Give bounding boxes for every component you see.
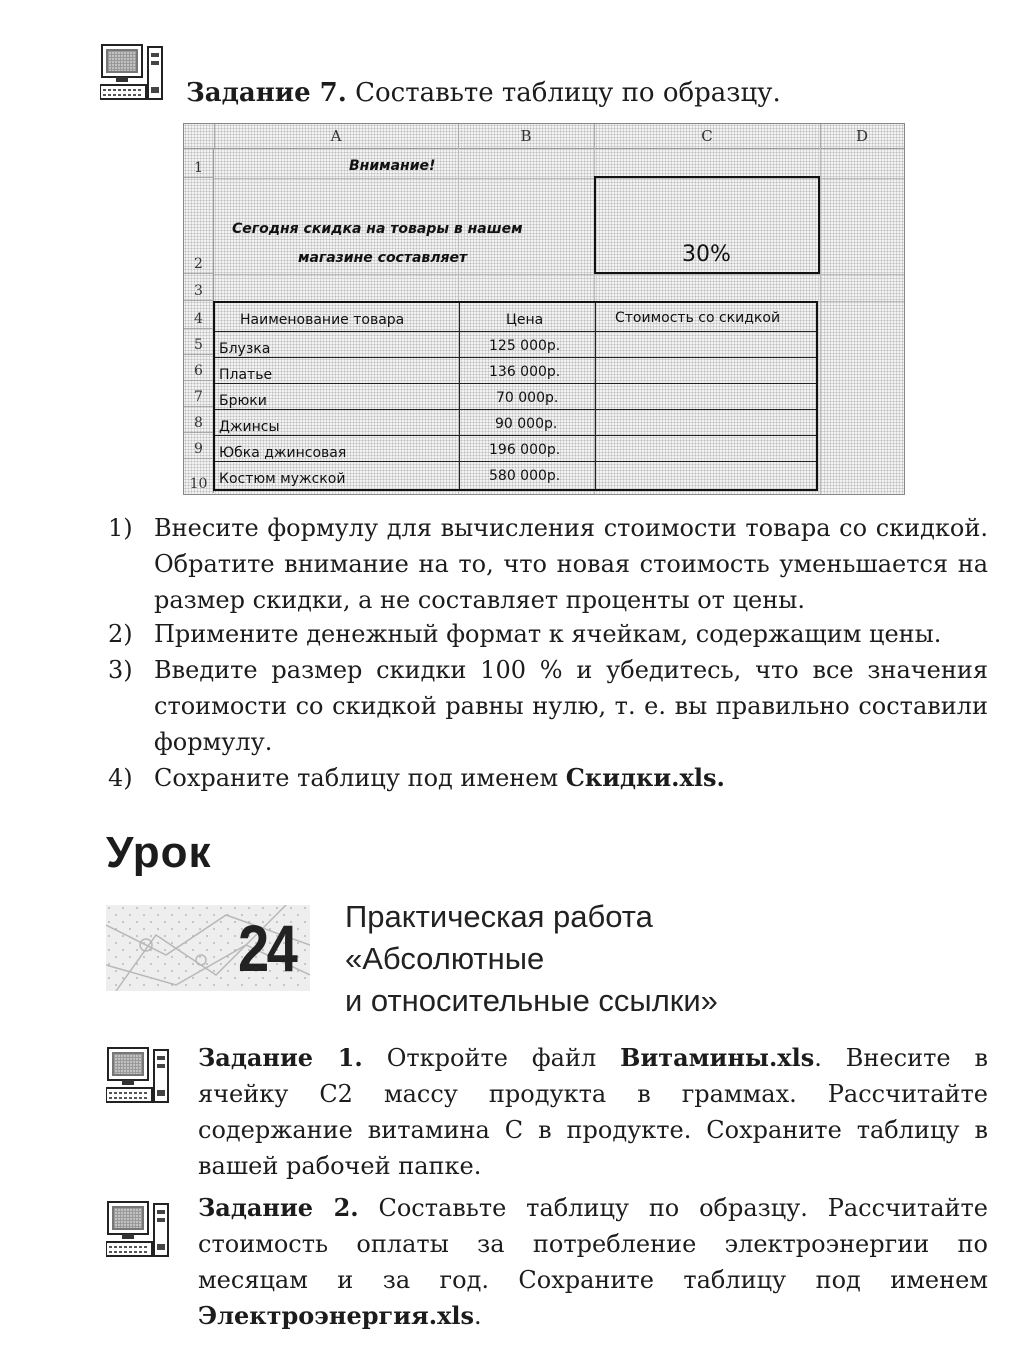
task2-file: Электроэнергия.xls <box>198 1301 475 1330</box>
row-header: 5 <box>184 329 214 355</box>
item-name: Джинсы <box>219 419 280 435</box>
lesson-title-line: и относительные ссылки» <box>345 983 718 1018</box>
task2-text-end: . <box>474 1302 482 1330</box>
row-header: 6 <box>184 355 214 381</box>
header-name: Наименование товара <box>240 312 405 328</box>
item-name: Блузка <box>219 341 271 357</box>
row-header: 10 <box>184 459 214 493</box>
step-text: Примените денежный формат к ячейкам, содержащим цены. <box>154 620 942 648</box>
lesson-title-line: «Абсолютные <box>345 941 545 976</box>
col-header-d: D <box>820 124 904 149</box>
row-header: 3 <box>184 274 214 301</box>
step-2 <box>108 616 988 652</box>
discount-cell <box>594 176 820 274</box>
step-number: 1) <box>108 514 133 542</box>
discount-value: 30% <box>682 242 731 267</box>
task2-text: Составьте таблицу по образцу. Рассчитайте стоимость оплаты за потребление электроэнергии по месяцам и за год. Сохраните таблицу под именем <box>198 1194 988 1294</box>
header-discount-price: Стоимость со скидкой <box>615 310 781 326</box>
step-text: Сохраните таблицу под именем <box>154 764 566 792</box>
computer-task-icon <box>106 1046 170 1108</box>
task1-file: Витамины.xls <box>620 1043 815 1072</box>
row-header: 4 <box>184 301 214 329</box>
item-price: 196 000р. <box>489 442 561 458</box>
item-name: Платье <box>219 367 273 383</box>
task7-text: Составьте таблицу по образцу. <box>346 78 781 108</box>
item-name: Брюки <box>219 393 267 409</box>
col-header-a: A <box>214 124 459 149</box>
task1-paragraph <box>198 1040 988 1184</box>
header-price: Цена <box>506 312 544 328</box>
item-price: 580 000р. <box>489 468 561 484</box>
lesson-title <box>345 896 718 1022</box>
corner-cell <box>184 124 215 149</box>
item-price: 136 000р. <box>489 364 561 380</box>
task7-label: Задание 7. <box>186 78 347 108</box>
cell-a2-line2: магазине составляет <box>298 250 468 266</box>
task7-heading <box>186 76 781 110</box>
file-name: Скидки.xls. <box>565 763 725 792</box>
row-header: 2 <box>184 178 214 274</box>
row-header: 9 <box>184 433 214 459</box>
task1-text-end: . Внесите в ячейку С2 массу продукта в граммах. Рассчитайте содержание витамина С в продукте. Сохраните таблицу в вашей рабочей папке. <box>198 1044 989 1180</box>
computer-task-icon <box>100 43 164 105</box>
lesson-heading: Урок <box>106 828 212 877</box>
task1-label: Задание 1. <box>198 1043 363 1072</box>
col-header-c: C <box>594 124 821 149</box>
item-name: Костюм мужской <box>219 471 346 487</box>
step-1 <box>108 510 988 620</box>
task1-text: Откройте файл <box>362 1044 621 1072</box>
computer-task-icon <box>106 1200 170 1262</box>
item-name: Юбка джинсовая <box>219 445 347 461</box>
step-3 <box>108 652 988 762</box>
row-header: 8 <box>184 407 214 433</box>
task2-label: Задание 2. <box>198 1193 359 1222</box>
task2-paragraph <box>198 1190 988 1334</box>
lesson-title-line: Практическая работа <box>345 899 653 934</box>
item-price: 90 000р. <box>495 416 558 432</box>
step-number: 3) <box>108 656 133 684</box>
cell-a2-line1: Сегодня скидка на товары в нашем <box>232 221 523 237</box>
row-header: 1 <box>184 148 214 178</box>
step-4 <box>108 760 988 796</box>
item-price: 70 000р. <box>496 390 559 406</box>
item-price: 125 000р. <box>489 338 561 354</box>
col-header-b: B <box>458 124 595 149</box>
row-header: 7 <box>184 381 214 407</box>
step-text: Внесите формулу для вычисления стоимости товара со скидкой. Обратите внимание на то, что новая стоимость уменьшается на размер скидки, а не составляет проценты от цены. <box>154 514 988 614</box>
lesson-number: 24 <box>238 911 296 985</box>
step-number: 2) <box>108 620 133 648</box>
cell-a1-attention: Внимание! <box>349 158 436 174</box>
step-text: Введите размер скидки 100 % и убедитесь, что все значения стоимости со скидкой равны нулю, т. е. вы правильно составили формулу. <box>154 656 988 756</box>
step-number: 4) <box>108 764 133 792</box>
